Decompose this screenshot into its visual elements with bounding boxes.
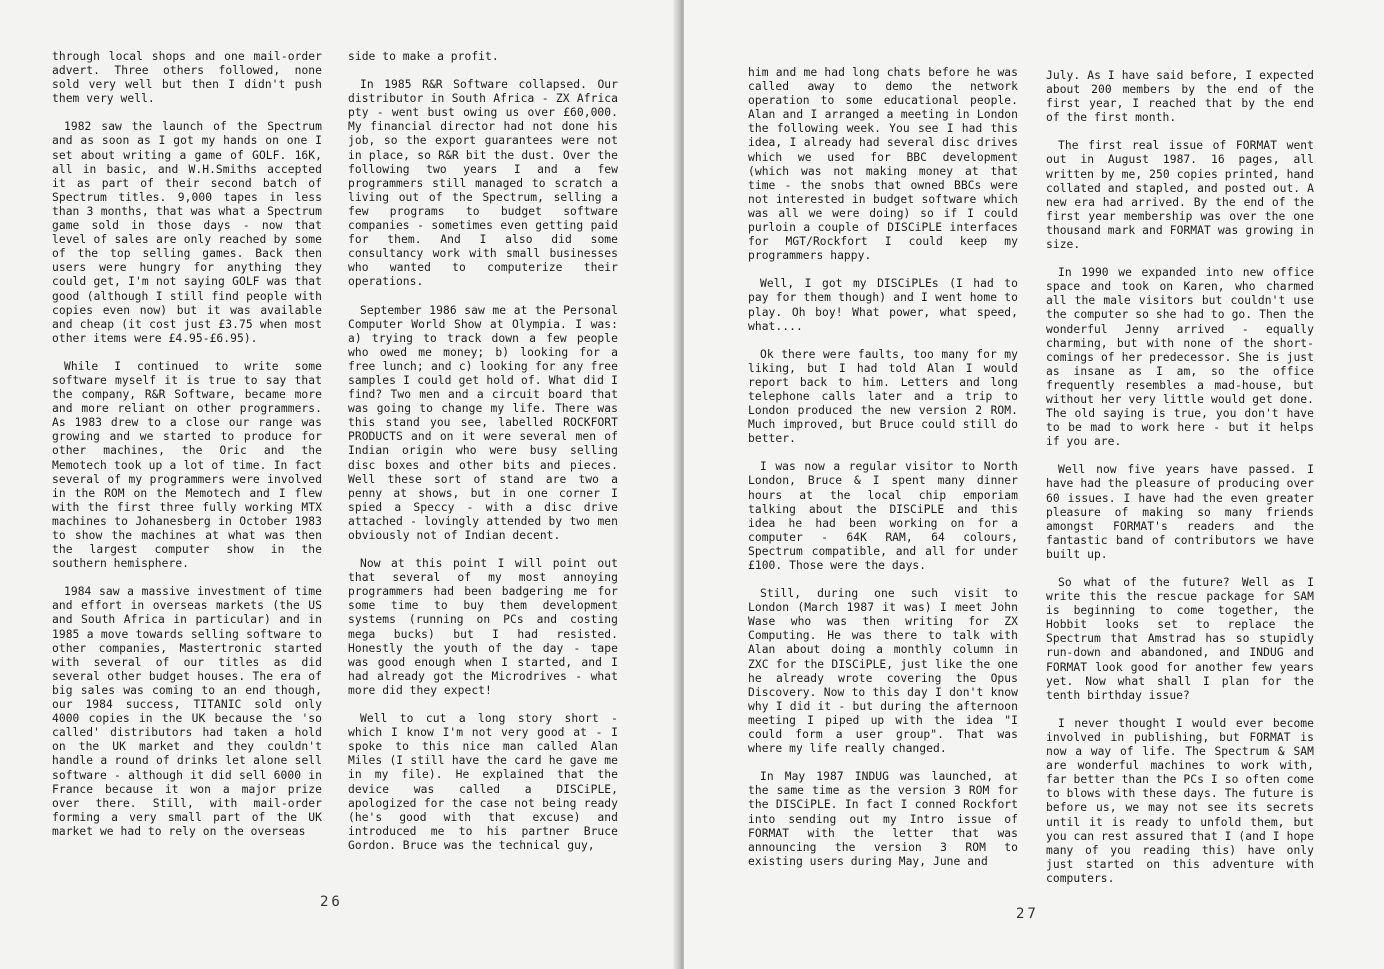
paragraph: While I continued to write some software myself it is true to say that the company, R&R Software, became more and more reliant on other programmers. As 1983 drew to a close our range was growing and we started to produce for other machines, the Oric and the Memotech took up a lot of time. In fact several of my programmers were involved in the ROM on the Memotech and I flew with the first three fully working MTX machines to Johanesberg in October 1983 to show the machines at what was then the largest computer show in the southern hemisphere. [52, 359, 322, 571]
paragraph: I was now a regular visitor to North London, Bruce & I spent many dinner hours at the local chip emporiam talking about the DISCiPLE and this idea he had been working on for a computer - 64K RAM, 64 colours, Spectrum compatible, and all for under £100. Those were the days. [748, 460, 1018, 572]
paragraph: In 1985 R&R Software collapsed. Our distributor in South Africa - ZX Africa pty - went bust owing us over £60,000. My financial director had not done his job, so the export guarantees were not in place, so R&R bit the dust. Over the following two years I and a few programmers still managed to scratch a living out of the Spectrum, selling a few programs to budget software companies - sometimes even getting paid for them. And I also did some consultancy work with small businesses who wanted to computerize their operations. [348, 78, 618, 289]
right-page-column-1 [748, 66, 1018, 883]
paragraph: In May 1987 INDUG was launched, at the same time as the version 3 ROM for the DISCiPLE. In fact I conned Rockfort into sending out my Intro issue of FORMAT with the letter that was announcing the version 3 ROM to existing users during May, June and [748, 770, 1018, 868]
paragraph: Well to cut a long story short - which I know I'm not very good at - I spoke to this nice man called Alan Miles (I still have the card he gave me in my file). He explained that the device was called a DISCiPLE, apologized for the case not being ready (he's good with that excuse) and introduced me to his partner Bruce Gordon. Bruce was the technical guy, [348, 712, 618, 852]
paragraph: Well, I got my DISCiPLEs (I had to pay for them though) and I went home to play. Oh boy! What power, what speed, what.... [748, 277, 1018, 333]
paragraph: Now at this point I will point out that several of my most annoying programmers had been badgering me for some time to buy them development systems (running on PCs and costing mega bucks) but I had resisted. Honestly the youth of the day - tape was good enough when I started, and I had already got the Microdrives - what more did they expect! [348, 557, 618, 697]
paragraph: Ok there were faults, too many for my liking, but I had told Alan I would report back to him. Letters and long telephone calls later and a trip to London produced the new version 2 ROM. Much improved, but Bruce could still do better. [748, 347, 1018, 446]
page-number-right: 27 [1016, 906, 1039, 922]
paragraph: 1982 saw the launch of the Spectrum and as soon as I got my hands on one I set about writing a game of GOLF. 16K, all in basic, and W.H.Smiths accepted it as part of their second batch of Spectrum titles. 9,000 tapes in less than 3 months, that was what a Spectrum game sold in those days - now that level of sales are only reached by some of the top selling games. Back then users were hungry for anything they could get, I'm not saying GOLF was that good (although I still find people with copies even now) but it was available and cheap (it cost just £3.75 when most other items were £4.95-£6.95). [52, 120, 322, 345]
paragraph: side to make a profit. [348, 50, 499, 63]
right-page-column-2 [1046, 69, 1314, 900]
paragraph: July. As I have said before, I expected about 200 members by the end of the first year, I reached that by the end of the first month. [1046, 69, 1314, 125]
paragraph: Well now five years have passed. I have had the pleasure of producing over 60 issues. I have had the even greater pleasure of making so many friends amongst FORMAT's readers and the fantastic band of contributors we have built up. [1046, 463, 1314, 561]
page-number-left: 26 [320, 894, 343, 910]
left-page-column-1 [52, 50, 322, 853]
paragraph: Still, during one such visit to London (March 1987 it was) I meet John Wase who was then writing for ZX Computing. He was there to talk with Alan about doing a monthly column in ZXC for the DISCiPLE, just like the one he already wrote covering the Opus Discovery. Now to this day I don't know why I did it - but during the afternoon meeting I piped up with the idea "I could form a user group". That was where my life really changed. [748, 587, 1018, 756]
paragraph: through local shops and one mail-order advert. Three others followed, none sold very well but then I didn't push them very well. [52, 50, 322, 106]
paragraph: So what of the future? Well as I write this the rescue package for SAM is beginning to come together, the Hobbit looks set to replace the Spectrum that Amstrad has so stupidly run-down and abandoned, and INDUG and FORMAT look good for another few years yet. Now what shall I plan for the tenth birthday issue? [1046, 576, 1314, 702]
paragraph: September 1986 saw me at the Personal Computer World Show at Olympia. I was: a) trying to track down a few people who owed me money; b) looking for a free lunch; and c) looking for any free samples I could get hold of. What did I find? Two men and a circuit board that was going to change my life. There was this stand you see, labelled ROCKFORT PRODUCTS and on it were several men of Indian origin who were busy selling disc boxes and other bits and pieces. Well these sort of stand are two a penny at shows, but in one corner I spied a Speccy - with a disc drive attached - lovingly attended by two men obviously not of Indian decent. [348, 303, 618, 542]
paragraph: him and me had long chats before he was called away to demo the network operation to some educational people. Alan and I arranged a meeting in London the following week. You see I had this idea, I already had several disc drives which we used for BBC development (which was not making money at that time - the snobs that owned BBCs were not interested in budget software which was all we were doing) so if I could purloin a couple of DISCiPLE interfaces for MGT/Rockfort I could keep my programmers happy. [748, 66, 1018, 263]
paragraph: I never thought I would ever become involved in publishing, but FORMAT is now a way of life. The Spectrum & SAM are wonderful machines to work with, far better than the PCs I so often come to blows with these days. The future is before us, we may not see its secrets until it is ready to unfold them, but you can rest assured that I (and I hope many of you reading this) have only just started on this adventure with computers. [1046, 716, 1314, 885]
paragraph: In 1990 we expanded into new office space and took on Karen, who charmed all the male visitors but couldn't use the computer so she had to go. Then the wonderful Jenny arrived - equally charming, but with none of the short-comings of her predecessor. She is just as insane as I am, so the office frequently resembles a mad-house, but without her very little would get done. The old saying is true, you don't have to be mad to work here - but it helps if you are. [1046, 266, 1314, 449]
paragraph: 1984 saw a massive investment of time and effort in overseas markets (the US and South Africa in particular) and in 1985 a move towards selling software to other companies, Mastertronic started with several of our titles as did several other budget houses. The era of big sales was coming to an end though, our 1984 success, TITANIC sold only 4000 copies in the UK because the 'so called' distributors had taken a hold on the UK market and they couldn't handle a round of drinks let alone sell software - although it did sell 6000 in France because it won a major prize over there. Still, with mail-order forming a very small part of the UK market we had to rely on the overseas [52, 585, 322, 838]
page-left [0, 0, 678, 969]
left-page-column-2 [348, 50, 618, 867]
paragraph: The first real issue of FORMAT went out in August 1987. 16 pages, all written by me, 250 copies printed, hand collated and stapled, and posted out. A new era had arrived. By the end of the first year membership was over the one thousand mark and FORMAT was growing in size. [1046, 139, 1314, 252]
